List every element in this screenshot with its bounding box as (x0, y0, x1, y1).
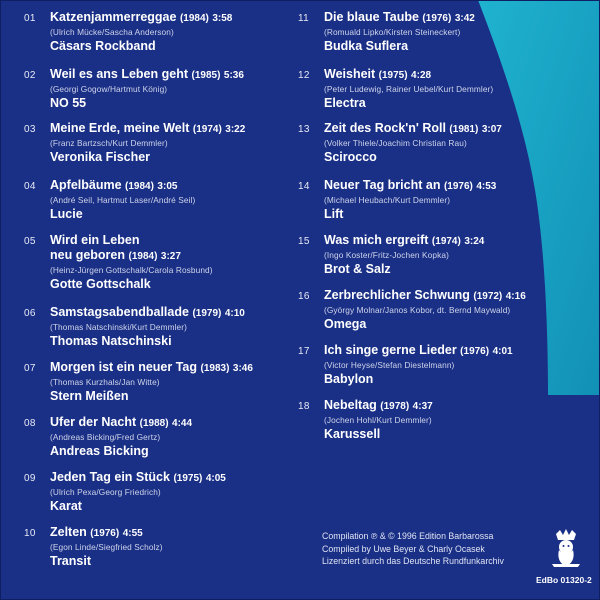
track-credits: (Thomas Natschinski/Kurt Demmler) (50, 322, 187, 332)
track-title: Ufer der Nacht (50, 415, 137, 429)
track-title: Weil es ans Leben geht (50, 67, 189, 81)
track-year: (1988) (139, 418, 169, 429)
track-year: (1978) (380, 401, 410, 412)
track-year: (1981) (449, 124, 479, 135)
track-duration: 3:22 (225, 124, 246, 135)
track-credits: (André Seil, Hartmut Laser/André Seil) (50, 195, 196, 205)
track-year: (1984) (179, 13, 209, 24)
track-title-line (50, 248, 310, 264)
track-credits: (Michael Heubach/Kurt Demmler) (324, 195, 451, 205)
track-title-cont: neu geboren (50, 248, 126, 262)
track-artist: Veronika Fischer (50, 150, 151, 164)
track-number: 15 (298, 236, 310, 247)
track-credits: (Volker Thiele/Joachim Christian Rau) (324, 138, 467, 148)
track-artist: Lucie (50, 207, 83, 221)
track-title-line (50, 415, 310, 431)
track-artist: Electra (324, 96, 366, 110)
track-credits: (Ulrich Pexa/Georg Friedrich) (50, 487, 161, 497)
track-credits: (Andreas Bicking/Fred Gertz) (50, 432, 161, 442)
track-number: 16 (298, 291, 310, 302)
track-year: (1976) (90, 528, 120, 539)
track-artist: Babylon (324, 372, 374, 386)
track-artist: Gotte Gottschalk (50, 277, 151, 291)
catalog-number: EdBo 01320-2 (536, 575, 592, 585)
track-artist: Lift (324, 207, 344, 221)
track-title-line (324, 343, 584, 359)
track-number: 05 (24, 236, 36, 247)
track-number: 10 (24, 528, 36, 539)
track-title: Zerbrechlicher Schwung (324, 288, 470, 302)
track-credits: (Ulrich Mücke/Sascha Anderson) (50, 27, 174, 37)
track-number: 18 (298, 401, 310, 412)
track-duration: 4:28 (411, 70, 432, 81)
track-title: Zelten (50, 525, 87, 539)
track-duration: 4:01 (492, 346, 513, 357)
track-artist: Budka Suflera (324, 39, 409, 53)
track-number: 17 (298, 346, 310, 357)
track-duration: 4:44 (172, 418, 193, 429)
track-title: Die blaue Taube (324, 10, 419, 24)
track-credits: (Georgi Gogow/Hartmut König) (50, 84, 168, 94)
track-duration: 4:16 (505, 291, 526, 302)
track-title-line (324, 67, 584, 83)
track-year: (1975) (173, 473, 203, 484)
track-year: (1976) (460, 346, 490, 357)
track-title: Neuer Tag bricht an (324, 178, 441, 192)
license-line: Lizenziert durch das Deutsche Rundfunkarchiv (322, 556, 504, 566)
track-credits: (Romuald Lipko/Kirsten Steineckert) (324, 27, 461, 37)
track-artist: Thomas Natschinski (50, 334, 172, 348)
track-title: Apfelbäume (50, 178, 122, 192)
track-title: Weisheit (324, 67, 376, 81)
track-artist: Scirocco (324, 150, 377, 164)
track-credits: (Ingo Koster/Fritz-Jochen Kopka) (324, 250, 449, 260)
track-duration: 3:46 (232, 363, 253, 374)
barbarossa-logo-icon (548, 528, 584, 568)
track-number: 02 (24, 70, 36, 81)
track-number: 03 (24, 124, 36, 135)
track-duration: 3:24 (464, 236, 485, 247)
track-title: Ich singe gerne Lieder (324, 343, 457, 357)
track-title-line (50, 121, 310, 137)
track-year: (1984) (125, 181, 154, 192)
track-number: 14 (298, 181, 310, 192)
track-title-line (324, 233, 584, 249)
track-year: (1979) (192, 308, 222, 319)
track-year: (1984) (128, 251, 158, 262)
track-year: (1983) (200, 363, 230, 374)
track-duration: 3:58 (212, 13, 233, 24)
track-title-line (324, 121, 584, 137)
track-duration: 3:42 (454, 13, 475, 24)
track-title: Was mich ergreift (324, 233, 429, 247)
track-number: 01 (24, 13, 36, 24)
track-artist: Stern Meißen (50, 389, 129, 403)
track-number: 12 (298, 70, 310, 81)
track-year: (1976) (443, 181, 473, 192)
track-number: 11 (298, 13, 309, 24)
track-title-line (324, 288, 584, 304)
track-duration: 4:53 (476, 181, 497, 192)
track-number: 07 (24, 363, 36, 374)
footer-credits (322, 530, 542, 568)
track-number: 04 (24, 181, 36, 192)
track-title: Zeit des Rock'n' Roll (324, 121, 446, 135)
track-artist: Andreas Bicking (50, 444, 149, 458)
track-duration: 4:37 (412, 401, 433, 412)
track-artist: Karussell (324, 427, 381, 441)
track-year: (1975) (378, 70, 408, 81)
track-credits: (Jochen Hohl/Kurt Demmler) (324, 415, 432, 425)
track-credits: (Heinz-Jürgen Gottschalk/Carola Rosbund) (50, 265, 213, 275)
track-duration: 5:36 (223, 70, 244, 81)
track-title-line (50, 10, 310, 26)
track-artist: Brot & Salz (324, 262, 391, 276)
tracklist-left (24, 0, 314, 600)
track-title-line (50, 178, 310, 194)
track-year: (1972) (473, 291, 503, 302)
track-credits: (Egon Linde/Siegfried Scholz) (50, 542, 163, 552)
track-title: Nebeltag (324, 398, 377, 412)
track-duration: 3:05 (157, 181, 178, 192)
track-title: Samstagsabendballade (50, 305, 189, 319)
track-duration: 3:27 (160, 251, 181, 262)
track-artist: Cäsars Rockband (50, 39, 156, 53)
compilation-line: Compilation ℗ & © 1996 Edition Barbarossa (322, 531, 494, 541)
track-number: 08 (24, 418, 36, 429)
track-title: Jeden Tag ein Stück (50, 470, 170, 484)
track-title: Morgen ist ein neuer Tag (50, 360, 198, 374)
track-duration: 3:07 (481, 124, 502, 135)
track-credits: (Thomas Kurzhals/Jan Witte) (50, 377, 160, 387)
track-title-line (324, 398, 584, 414)
track-year: (1974) (192, 124, 222, 135)
track-artist: Karat (50, 499, 82, 513)
track-credits: (Victor Heyse/Stefan Diestelmann) (324, 360, 455, 370)
track-title-line (50, 233, 310, 248)
track-title: Katzenjammerreggae (50, 10, 177, 24)
track-duration: 4:55 (122, 528, 143, 539)
track-title-line (50, 525, 310, 541)
track-number: 09 (24, 473, 36, 484)
track-artist: NO 55 (50, 96, 87, 110)
track-title-line (324, 10, 584, 26)
compiled-by-line: Compiled by Uwe Beyer & Charly Ocasek (322, 543, 485, 554)
track-year: (1985) (191, 70, 221, 81)
track-artist: Omega (324, 317, 367, 331)
track-artist: Transit (50, 554, 91, 568)
track-duration: 4:05 (205, 473, 226, 484)
tracklist-right (298, 0, 588, 600)
track-year: (1974) (431, 236, 461, 247)
track-credits: (Franz Bartzsch/Kurt Demmler) (50, 138, 168, 148)
track-number: 06 (24, 308, 36, 319)
track-credits: (Peter Ludewig, Rainer Uebel/Kurt Demmler) (324, 84, 494, 94)
track-title: Wird ein Leben (50, 233, 140, 247)
track-title-line (50, 67, 310, 83)
track-title-line (50, 305, 310, 321)
track-credits: (György Molnar/Janos Kobor, dt. Bernd Maywald) (324, 305, 511, 315)
track-duration: 4:10 (224, 308, 245, 319)
track-title-line (50, 470, 310, 486)
track-title-line (50, 360, 310, 376)
track-year: (1976) (422, 13, 452, 24)
track-title-line (324, 178, 584, 194)
track-number: 13 (298, 124, 310, 135)
track-title: Meine Erde, meine Welt (50, 121, 190, 135)
